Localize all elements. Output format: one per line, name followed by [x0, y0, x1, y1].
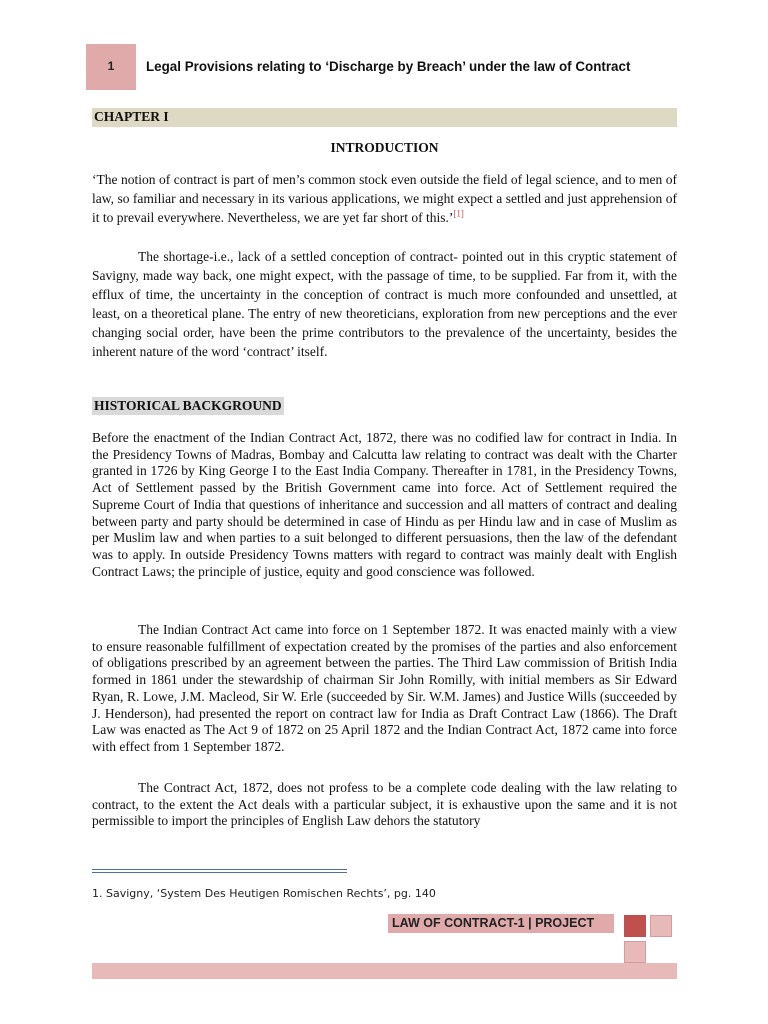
history-paragraph-3: The Contract Act, 1872, does not profess to be a complete code dealing with the law relating to contract, to the extent the Act deals with a particular subject, it is exhaustive upon the same and it is not permissible to import the principles of English Law dehors the statutory [92, 780, 677, 829]
intro-quote: ‘The notion of contract is part of men’s common stock even outside the field of legal science, and to men of law, so familiar and necessary in its various applications, we might expect a settled and just apprehension of it to prevail everywhere. Nevertheless, we are yet far short of this.’ [92, 172, 677, 225]
intro-paragraph-2: The shortage-i.e., lack of a settled conception of contract- pointed out in this cryptic statement of Savigny, made way back, one might expect, with the passage of time, to be supplied. Far from it, with the efflux of time, the uncertainty in the conception of contract is much more confounded and unsettled, at least, on a theoretical plane. The entry of new theoreticians, exploration from new perceptions and the ever changing social order, have been the prime contributors to the prevalence of the uncertainty, besides the inherent nature of the word ‘contract’ itself. [92, 249, 677, 359]
history-paragraph-1: Before the enactment of the Indian Contract Act, 1872, there was no codified law for contract in India. In the Presidency Towns of Madras, Bombay and Calcutta law relating to contract was dealt with the Charter granted in 1726 by King George I to the East India Company. Thereafter in 1781, in the Presidency Towns, Act of Settlement passed by the British Government came into force. Act of Settlement required the Supreme Court of India that questions of inheritance and succession and all matters of contract and dealing between party and party should be determined in case of Hindu as per Hindu law and in case of Muslim as per Muslim law and when parties to a suit belonged to different persuasions, then the law of the defendant was to apply. In outside Presidency Towns matters with regard to contract was mainly dealt with English Contract Laws; the principle of justice, equity and good conscience was followed. [92, 430, 677, 579]
footer-square-light-right [650, 915, 672, 937]
footer-square-dark [624, 915, 646, 937]
footnote-ref[interactable]: [1] [453, 208, 464, 219]
footnote: 1. Savigny, ‘System Des Heutigen Romischen Rechts’, pg. 140 [92, 887, 436, 900]
footnote-divider [92, 869, 347, 870]
running-header-title: Legal Provisions relating to ‘Discharge by Breach’ under the law of Contract [146, 59, 631, 74]
footer-label-box [388, 914, 614, 933]
history-paragraph-2: The Indian Contract Act came into force on 1 September 1872. It was enacted mainly with a view to ensure reasonable fulfillment of expectation created by the promises of the parties and also enforcement of obligations prescribed by an agreement between the parties. The Third Law commission of British India formed in 1861 under the stewardship of chairman Sir John Romilly, with initial members as Sir Edward Ryan, R. Lowe, J.M. Macleod, Sir W. Erle (succeeded by Sir. W.M. James) and Justice Wills (succeeded by J. Henderson), had presented the report on contract law for India as Draft Contract Law (1866). The Draft Law was enacted as The Act 9 of 1872 on 25 April 1872 and the Indian Contract Act, 1872 came into force with effect from 1 September 1872. [92, 622, 677, 754]
footer-band [92, 963, 677, 979]
footnote-divider-2 [92, 872, 347, 873]
footer-label: LAW OF CONTRACT-1 | PROJECT [392, 916, 595, 930]
section-heading-historical: HISTORICAL BACKGROUND [94, 398, 282, 413]
chapter-bar [92, 108, 677, 127]
page-number: 1 [107, 59, 115, 73]
intro-quote-paragraph [92, 170, 677, 227]
footer-square-light-bottom [624, 941, 646, 963]
chapter-label: CHAPTER I [94, 109, 169, 124]
chapter-title: INTRODUCTION [330, 140, 439, 155]
page-number-box [86, 44, 136, 90]
